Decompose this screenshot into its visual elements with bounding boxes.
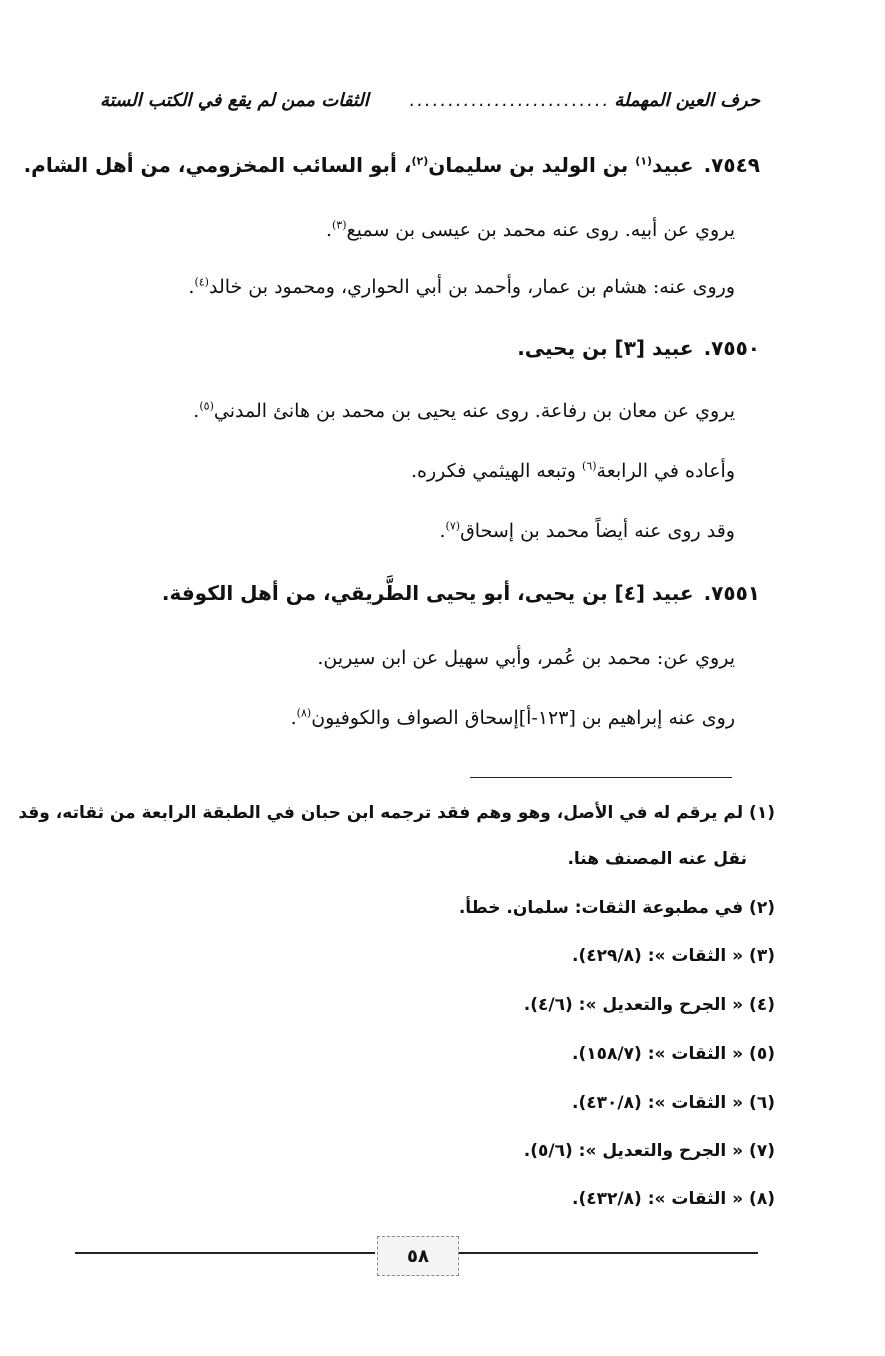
header-book-title: الثقات ممن لم يقع في الكتب الستة [100, 89, 369, 111]
footnote-marker: (١) [635, 154, 653, 168]
entry-name: عبيد [٤] بن يحيى، أبو يحيى الطَّريقي، من أهل الكوفة. [161, 581, 694, 605]
running-header [100, 80, 760, 120]
entry-heading-7550 [517, 333, 760, 363]
line-text: يروي عن معان بن رفاعة. روى عنه يحيى بن محمد بن هانئ المدني [213, 400, 735, 422]
line-text-end: . [188, 276, 195, 298]
entry-name-part: ، أبو السائب المخزومي، من أهل الشام. [23, 153, 412, 177]
entry-number: ٧٥٥٠. [703, 336, 760, 360]
entry-text-line [291, 703, 735, 733]
header-dot-leader: .......................... [409, 89, 611, 111]
footnote-marker: (٥) [199, 399, 214, 413]
line-text: روى عنه إبراهيم بن [١٢٣-أ]إسحاق الصواف والكوفيون [311, 707, 735, 729]
footer-rule-left [75, 1252, 375, 1254]
line-text: يروي عن أبيه. روى عنه محمد بن عيسى بن سميع [346, 219, 735, 241]
line-text: وقد روى عنه أيضاً محمد بن إسحاق [460, 520, 735, 542]
entry-number: ٧٥٥١. [703, 581, 760, 605]
footnote-marker: (٧) [445, 519, 461, 533]
entry-text-line [188, 272, 735, 302]
entry-name-part: عبيد [652, 153, 694, 177]
footnote-marker: (٢) [411, 154, 429, 168]
line-text-end: . [193, 400, 200, 422]
page-number [377, 1236, 459, 1276]
footer-rule-right [458, 1252, 758, 1254]
footnote-marker: (٦) [582, 459, 597, 473]
entry-name: عبيد [٣] بن يحيى. [517, 336, 694, 360]
footnote-1: (١) لم يرقم له في الأصل، وهو وهم فقد ترجمه ابن حبان في الطبقة الرابعة من ثقاته، وقد [18, 803, 775, 823]
footnote-7: (٧) « الجرح والتعديل »: (٥/٦). [523, 1141, 775, 1161]
entry-text-line [193, 396, 735, 426]
line-text: وروى عنه: هشام بن عمار، وأحمد بن أبي الحواري، ومحمود بن خالد [208, 276, 735, 298]
footnote-2: (٢) في مطبوعة الثقات: سلمان. خطأ. [458, 898, 775, 918]
entry-name-part: بن الوليد بن سليمان [428, 153, 636, 177]
footnote-4: (٤) « الجرح والتعديل »: (٤/٦). [523, 995, 775, 1015]
line-text: يروي عن: محمد بن عُمر، وأبي سهيل عن ابن سيرين. [317, 647, 735, 669]
entry-text-line [317, 643, 735, 673]
page-number-text: ٥٨ [407, 1245, 429, 1267]
footnote-1-continued: نقل عنه المصنف هنا. [567, 849, 747, 869]
line-text-end: . [290, 707, 297, 729]
footnote-marker: (٨) [296, 706, 312, 720]
footnote-marker: (٣) [331, 218, 347, 232]
entry-text-line [440, 516, 736, 546]
entry-number: ٧٥٤٩. [703, 153, 760, 177]
line-text-end: وتبعه الهيثمي فكرره. [411, 460, 583, 482]
entry-heading-7551 [162, 578, 760, 608]
footnote-marker: (٤) [194, 275, 209, 289]
header-chapter-title: حرف العين المهملة [614, 89, 760, 111]
footnote-5: (٥) « الثقات »: (١٥٨/٧). [572, 1044, 775, 1064]
line-text-end: . [325, 219, 332, 241]
footnote-6: (٦) « الثقات »: (٤٣٠/٨). [572, 1093, 775, 1113]
footnote-separator [470, 777, 732, 778]
line-text-end: . [439, 520, 446, 542]
entry-text-line [411, 456, 735, 486]
entry-text-line [326, 215, 735, 245]
entry-heading-7549 [24, 150, 760, 180]
line-text: وأعاده في الرابعة [596, 460, 735, 482]
footnote-3: (٣) « الثقات »: (٤٢٩/٨). [572, 946, 775, 966]
footnote-8: (٨) « الثقات »: (٤٣٢/٨). [572, 1189, 775, 1209]
